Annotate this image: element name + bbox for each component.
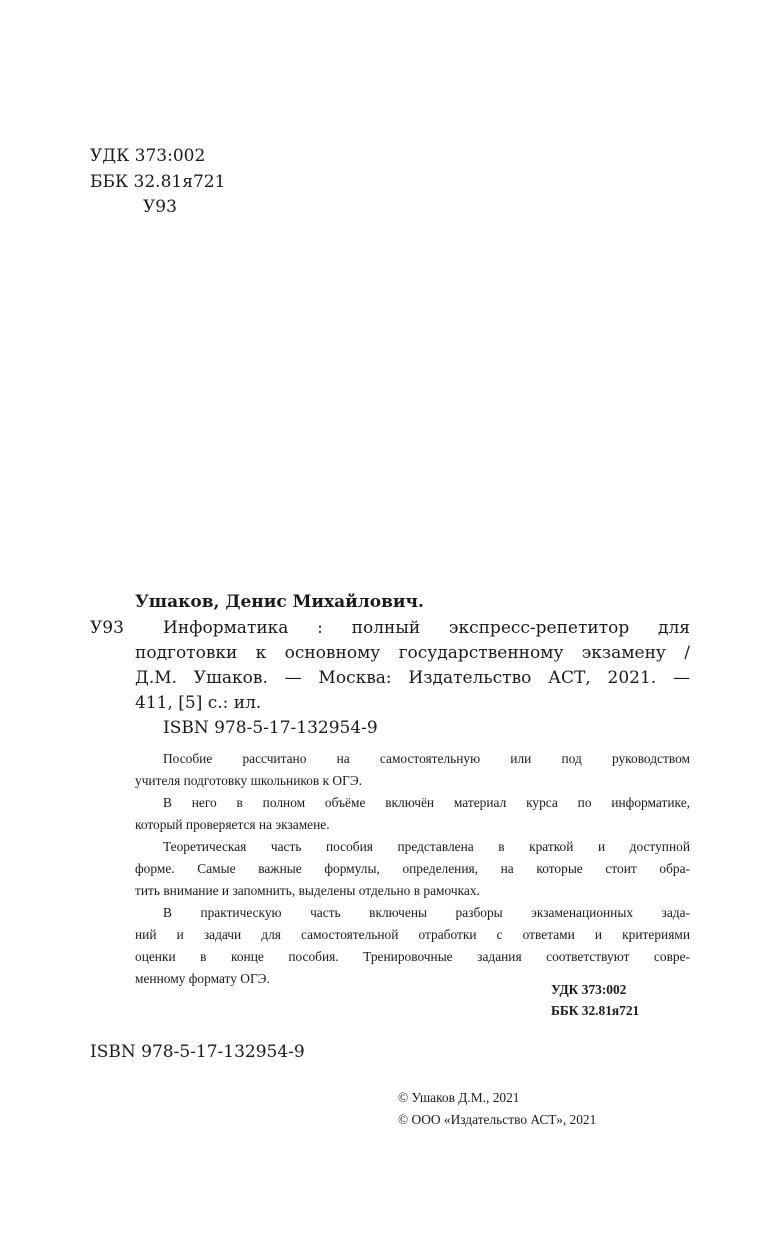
annotation-line: который проверяется на экзамене. <box>135 817 330 832</box>
annotation-line: ний и задачи для самостоятельной отработки с ответами и критериями <box>135 927 690 942</box>
annotation-line: менному формату ОГЭ. <box>135 971 270 986</box>
annotation-line: учителя подготовку школьников к ОГЭ. <box>135 773 363 788</box>
record-line: подготовки к основному государственному экзамену / <box>135 643 690 663</box>
copyright-publisher: © ООО «Издательство АСТ», 2021 <box>398 1112 597 1127</box>
top-author-mark: У93 <box>143 197 177 217</box>
bottom-isbn: ISBN 978-5-17-132954-9 <box>90 1042 305 1062</box>
record-isbn: ISBN 978-5-17-132954-9 <box>163 718 378 738</box>
bottom-bbk: ББК 32.81я721 <box>551 1003 640 1018</box>
annotation-line: оценки в конце пособия. Тренировочные задания соответствуют совре- <box>135 949 690 964</box>
record-line: Информатика : полный экспресс-репетитор для <box>163 618 690 638</box>
bottom-udk: УДК 373:002 <box>551 982 627 997</box>
annotation-line: форме. Самые важные формулы, определения, на которые стоит обра- <box>135 861 690 876</box>
top-udk: УДК 373:002 <box>90 146 206 166</box>
top-bbk: ББК 32.81я721 <box>90 172 226 192</box>
annotation-line: В практическую часть включены разборы экзаменационных зада- <box>163 905 690 920</box>
copyright-author: © Ушаков Д.М., 2021 <box>398 1090 520 1105</box>
record-line: 411, [5] с.: ил. <box>135 693 262 713</box>
annotation-line: Пособие рассчитано на самостоятельную или под руководством <box>163 751 690 766</box>
record-mark: У93 <box>90 618 124 638</box>
annotation-line: Теоретическая часть пособия представлена в краткой и доступной <box>163 839 690 854</box>
annotation-line: В него в полном объёме включён материал курса по информатике, <box>163 795 690 810</box>
record-author: Ушаков, Денис Михайлович. <box>135 592 424 612</box>
annotation-line: тить внимание и запомнить, выделены отдельно в рамочках. <box>135 883 480 898</box>
record-line: Д.М. Ушаков. — Москва: Издательство АСТ, 2021. — <box>135 668 690 688</box>
